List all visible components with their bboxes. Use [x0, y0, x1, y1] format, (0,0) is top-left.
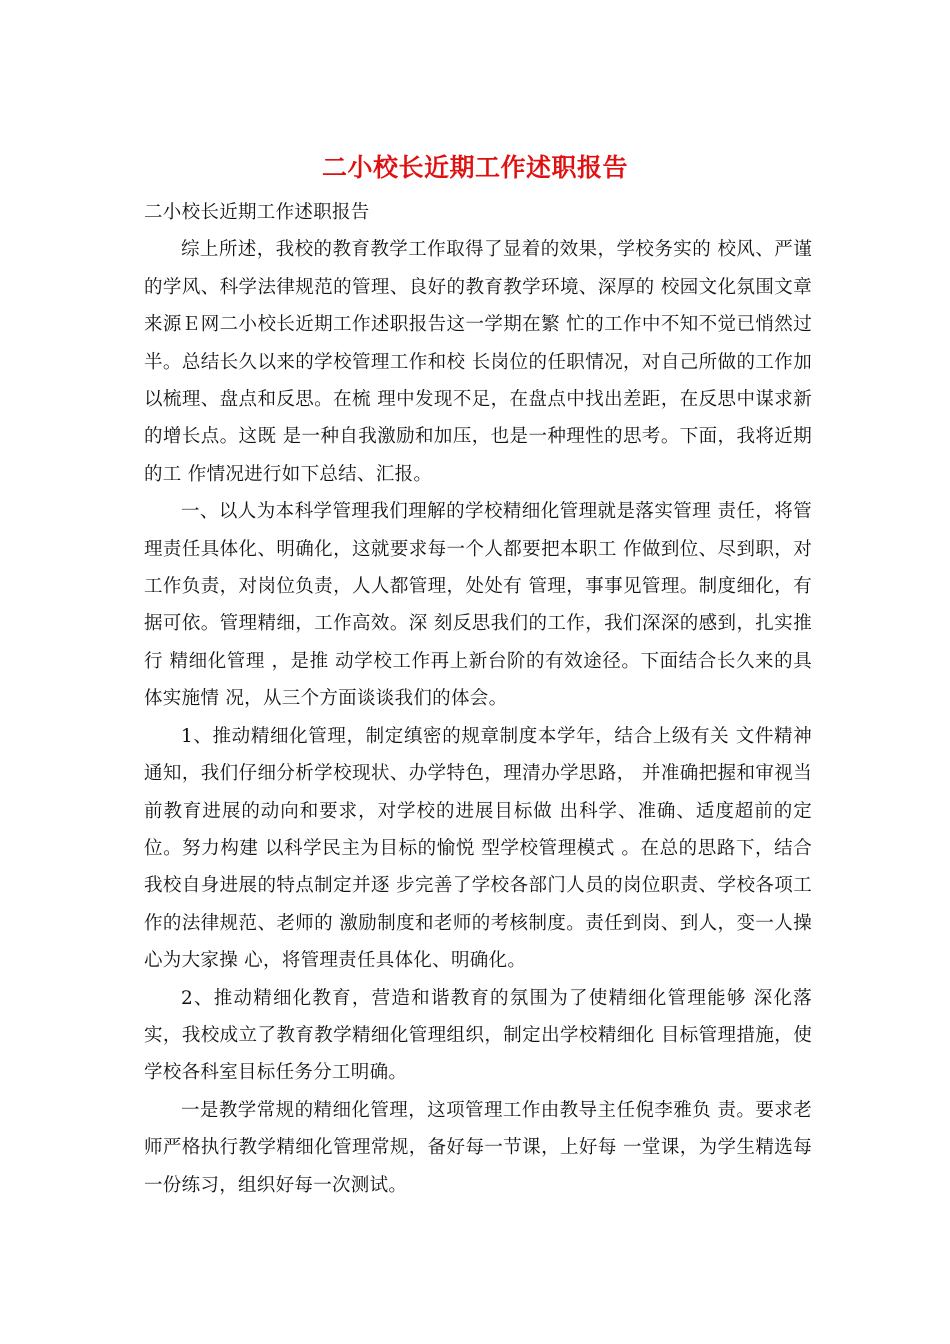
document-title: 二小校长近期工作述职报告	[321, 153, 628, 182]
document-body	[144, 194, 812, 1204]
paragraph: 2、推动精细化教育，营造和谐教育的氛围为了使精细化管理能够 深化落实，我校成立了教育教学精细化管理组织，制定出学校精细化 目标管理措施，使学校各科室目标任务分工明确。	[144, 987, 812, 1084]
paragraph: 1、推动精细化管理，制定缜密的规章制度本学年，结合上级有关 文件精神通知，我们仔细分析学校现状、办学特色，理清办学思路， 并准确把握和审视当前教育进展的动向和要求，对学校的进展目标做 出科学、准确、适度超前的定位。努力构建 以科学民主为目标的愉悦 型学校管理模式 。在总的思路下，结合我校自身进展的特点制定并逐 步完善了学校各部门人员的岗位职责、学校各项工作的法律规范、老师的 激励制度和老师的考核制度。责任到岗、到人，变一人操心为大家操 心，将管理责任具体化、明确化。	[144, 725, 812, 972]
paragraph: 一、以人为本科学管理我们理解的学校精细化管理就是落实管理 责任，将管理责任具体化、明确化，这就要求每一个人都要把本职工 作做到位、尽到职，对工作负责，对岗位负责，人人都管理，处处有 管理，事事见管理。制度细化，有据可依。管理精细，工作高效。深 刻反思我们的工作，我们深深的感到，扎实推行 精细化管理 ，是推 动学校工作再上新台阶的有效途径。下面结合长久来的具体实施情 况，从三个方面谈谈我们的体会。	[144, 501, 812, 710]
paragraph: 一是教学常规的精细化管理，这项管理工作由教导主任倪李雅负 责。要求老师严格执行教学精细化管理常规，备好每一节课，上好每 一堂课，为学生精选每一份练习，组织好每一次测试。	[144, 1099, 812, 1196]
paragraph: 综上所述，我校的教育教学工作取得了显着的效果，学校务实的 校风、严谨的学风、科学法律规范的管理、良好的教育教学环境、深厚的 校园文化氛围文章来源Ｅ网二小校长近期工作述职报告这一学期在繁 忙的工作中不知不觉已悄然过半。总结长久以来的学校管理工作和校 长岗位的任职情况，对自己所做的工作加以梳理、盘点和反思。在梳 理中发现不足，在盘点中找出差距，在反思中谋求新的增长点。这既 是一种自我激励和加压，也是一种理性的思考。下面，我将近期的工 作情况进行如下总结、汇报。	[144, 239, 812, 485]
document-subtitle: 二小校长近期工作述职报告	[144, 202, 370, 223]
